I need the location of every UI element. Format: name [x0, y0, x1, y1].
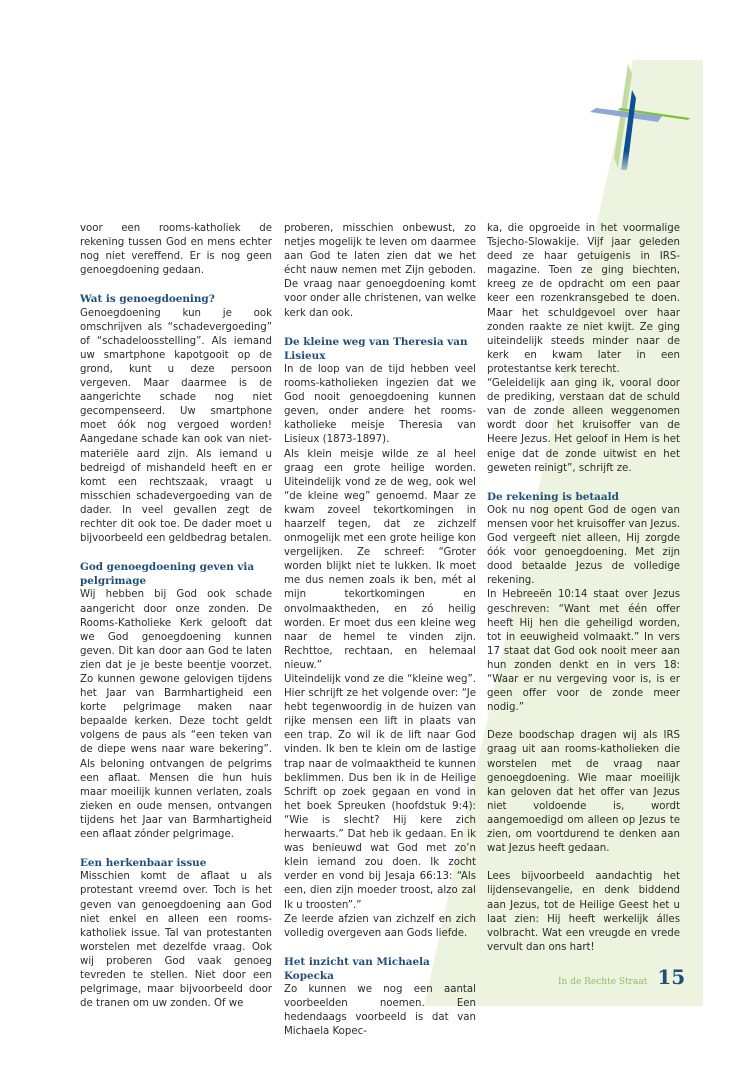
paragraph-spacer — [80, 278, 272, 292]
section-heading: God genoegdoening geven via pelgrimage — [80, 561, 255, 588]
paragraph: Wij hebben bij God ook schade aangericht door onze zonden. De Rooms-Katholieke Kerk gelooft dat we God genoegdoening kunnen geven. Dit kan door aan God te laten zien dat je je beste beentje voorzet. Zo kunnen gewone gelovigen tijdens het Jaar van Barmhartigheid een korte pelgrimage maken naar bepaalde kerken. Deze tocht geldt volgens de paus als “een teken van de diepe wens naar ware bekering”. Als beloning ontvangen de pelgrims een aflaat. Mensen die hun huis maar moeilijk kunnen verlaten, zoals zieken en oude mensen, ontvangen tijdens het Jaar van Barmhartigheid een aflaat zónder pelgrimage. — [80, 589, 272, 841]
page-footer — [558, 965, 685, 989]
paragraph: Uiteindelijk vond ze die “kleine weg”. Hier schrijft ze het volgende over: “Je hebt tegenwoordig in de huizen van rijke mensen een lift in plaats van een trap. Zo wil ik de lift naar God vinden. Ik ben te klein om de lastige trap naar de volmaaktheid te kunnen beklimmen. Dus ben ik in de Heilige Schrift op zoek gegaan en vond in het boek Spreuken (hoofdstuk 9:4): “Wie is slecht? Hij kere zich herwaarts.” Dat heb ik gedaan. En ik was benieuwd wat God met zo’n klein iemand zou doen. Ik zocht verder en vond bij Jesaja 66:13: “Als een, dien zijn moeder troost, alzo zal Ik u troosten”.” — [284, 674, 476, 911]
article-column-1 — [80, 222, 272, 1011]
paragraph: Genoegdoening kun je ook omschrijven als “schadevergoeding” of “schadeloosstelling”. Als iemand uw smartphone kapotgooit op de grond, kunt u deze persoon vergeven. Maar daarmee is de aangerichte schade nog niet gecompenseerd. Uw smartphone moet óók nog vergoed worden! Aangedane schade kan ook van niet-materiële aard zijn. Als iemand u bedreigd of mishandeld heeft en er komt een rechtszaak, vraagt u misschien schadevergoeding van de dader. In veel gevallen zegt de rechter dit ook toe. De dader moet u bijvoorbeeld een geldbedrag betalen. — [80, 307, 272, 545]
section-heading: De kleine weg van Theresia van Lisieux — [284, 335, 468, 362]
paragraph: “Geleidelijk aan ging ik, vooral door de prediking, verstaan dat de schuld van de zonde alleen weggenomen wordt door het kruisoffer van de Heere Jezus. Het geloof in Hem is het enige dat de zonde uitwist en het geweten reinigt”, schrijft ze. — [487, 378, 680, 474]
section-heading: De rekening is betaald — [487, 490, 619, 503]
section-heading: Wat is genoegdoening? — [80, 293, 215, 306]
paragraph: Ook nu nog opent God de ogen van mensen voor het kruisoffer van Jezus. God vergeeft niet alleen, Hij zorgde óók voor genoegdoening. Met zijn dood betaalde Jezus de volledige rekening. — [487, 504, 681, 587]
paragraph: Ze leerde afzien van zichzelf en zich volledig overgeven aan Gods liefde. — [284, 913, 476, 939]
paragraph: voor een rooms-katholiek de rekening tussen God en mens echter nog niet vereffend. Er is nog geen genoegdoening gedaan. — [80, 223, 272, 277]
paragraph-spacer — [487, 476, 680, 490]
publication-name: In de Rechte Straat — [558, 977, 648, 987]
paragraph-spacer — [284, 941, 476, 955]
paragraph-spacer — [80, 546, 272, 560]
paragraph: proberen, misschien onbewust, zo netjes mogelijk te leven om daarmee aan God te laten zien dat we het écht nauw nemen met Zijn geboden. De vraag naar genoegdoening komt voor onder alle christenen, van welke kerk dan ook. — [284, 223, 476, 319]
paragraph: In de loop van de tijd hebben veel rooms-katholieken ingezien dat we God nooit genoegdoening kunnen geven, onder andere het rooms-katholieke meisje Theresia van Lisieux (1873-1897). — [284, 363, 476, 446]
paragraph-spacer — [487, 856, 680, 870]
paragraph: Lees bijvoorbeeld aandachtig het lijdensevangelie, en denk biddend aan Jezus, tot de Heilige Geest het u laat zien: Hij heeft werkelijk álles volbracht. Wat een vreugde en vrede vervult dan ons hart! — [487, 871, 680, 953]
paragraph-spacer — [80, 842, 272, 856]
cross-logo-icon — [580, 60, 700, 170]
section-heading: Een herkenbaar issue — [80, 857, 207, 870]
article-column-3 — [487, 222, 680, 955]
paragraph: In Hebreeën 10:14 staat over Jezus geschreven: “Want met één offer heeft Hij hen die geheiligd worden, tot in eeuwigheid volmaakt.” In vers 17 staat dat God ook nooit meer aan hun zonden denkt en in vers 18: “Waar er nu vergeving voor is, is er geen offer voor de zonde meer nodig.” — [487, 589, 680, 714]
paragraph-spacer — [487, 715, 680, 729]
paragraph: Misschien komt de aflaat u als protestant vreemd over. Toch is het geven van genoegdoening aan God niet enkel en alleen een rooms-katholiek issue. Tal van protestanten worstelen met dezelfde vraag. Ook wij proberen God vaak genoeg tevreden te stellen. Niet door een pelgrimage, maar bijvoorbeeld door de tranen om uw zonden. Of we — [80, 871, 272, 1010]
section-heading: Het inzicht van Michaela Kopecka — [284, 955, 430, 982]
paragraph-spacer — [284, 321, 476, 335]
paragraph: Als klein meisje wilde ze al heel graag een grote heilige worden. Uiteindelijk vond ze de weg, ook wel “de kleine weg” genoemd. Maar ze kwam zoveel tekortkomingen in haarzelf tegen, dat ze zichzelf onmogelijk met een grote heilige kon vergelijken. Ze schreef: “Groter worden blijkt niet te lukken. Ik moet me dus nemen zoals ik ben, mét al mijn tekortkomingen en onvolmaaktheden, en zó heilig worden. Er moet dus een kleine weg naar de hemel te vinden zijn. Rechttoe, rechtaan, en helemaal nieuw.” — [284, 448, 476, 671]
paragraph: Zo kunnen we nog een aantal voorbeelden noemen. Een hedendaags voorbeeld is dat van Michaela Kopec- — [284, 984, 476, 1038]
paragraph: Deze boodschap dragen wij als IRS graag uit aan rooms-katholieken die worstelen met de vraag naar genoegdoening. Wie maar moeilijk kan geloven dat het offer van Jezus niet voldoende is, wordt aangemoedigd om alleen op Jezus te zien, om voortdurend te denken aan wat Jezus heeft gedaan. — [487, 730, 680, 855]
page-number: 15 — [657, 965, 686, 989]
article-column-2 — [284, 222, 476, 1039]
paragraph: ka, die opgroeide in het voormalige Tsjecho-Slowakije. Vijf jaar geleden deed ze haar getuigenis in IRS-magazine. Toen ze ging biechten, kreeg ze de opdracht om een paar keer een rozenkransgebed te doen. Maar het schuldgevoel over haar zonden raakte ze niet kwijt. Ze ging uiteindelijk steeds minder naar de kerk en kwam later in een protestantse kerk terecht. — [487, 223, 680, 375]
